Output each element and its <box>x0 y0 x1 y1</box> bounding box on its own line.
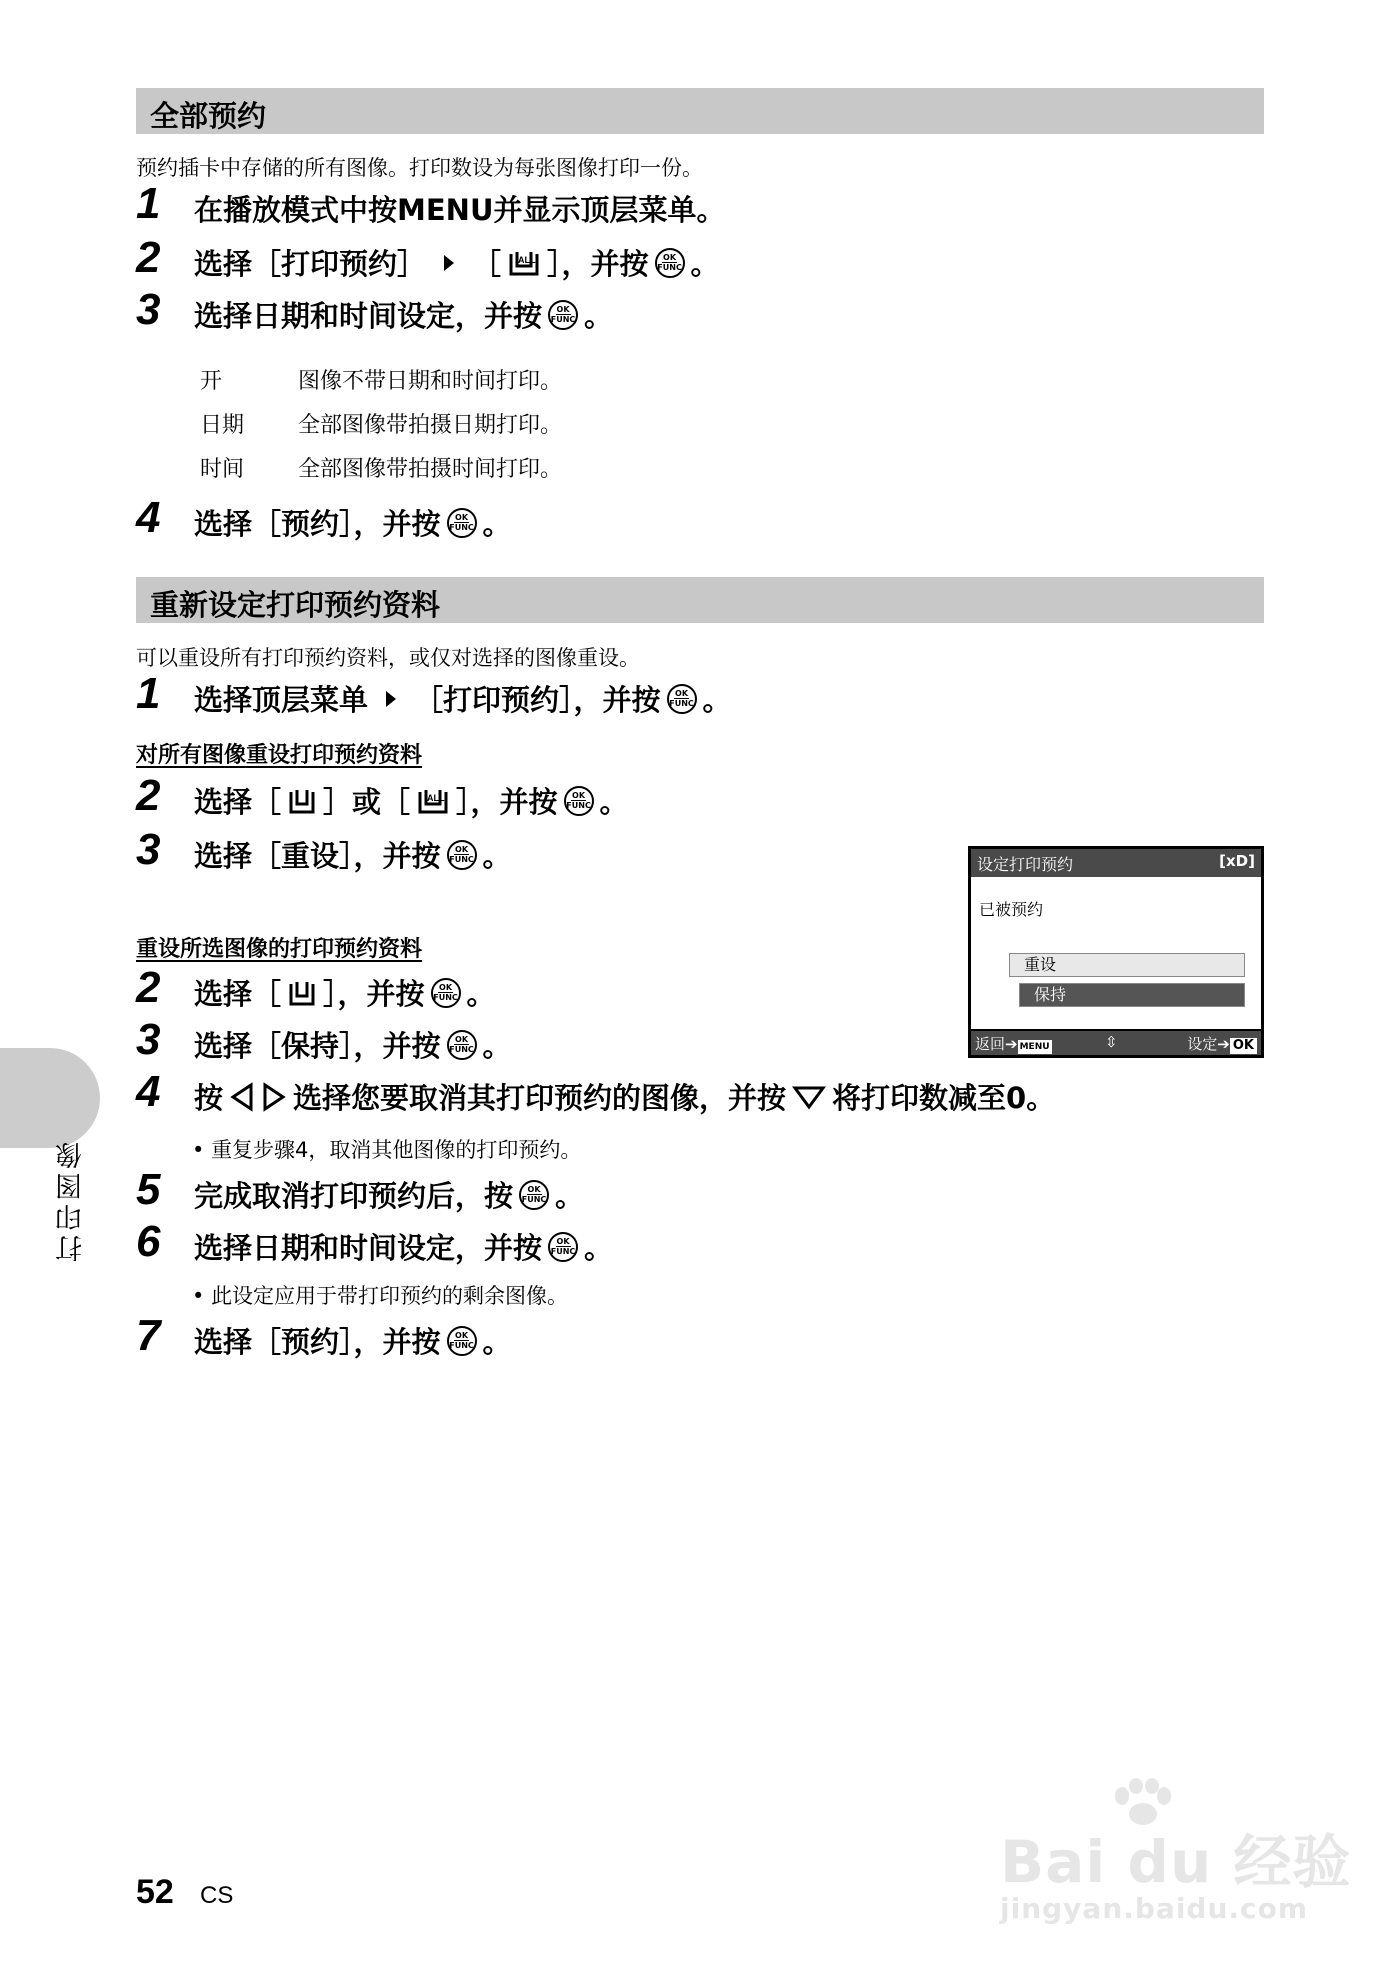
step-text: ［打印预约］，并按 <box>414 683 661 717</box>
section-header-all-reserve <box>136 88 1264 134</box>
step-number: 7 <box>136 1311 161 1360</box>
step-text: ［ <box>472 247 502 281</box>
step-number: 3 <box>136 1015 161 1064</box>
svg-text:ALL: ALL <box>427 792 445 803</box>
step-text: ］，并按 <box>456 785 558 819</box>
ok-func-button-icon: OK FUNC <box>655 248 685 278</box>
step-text: 将打印数减至0。 <box>832 1081 1056 1115</box>
option-value: 全部图像带拍摄日期打印。 <box>298 413 563 438</box>
right-arrow-icon <box>261 1082 287 1112</box>
back-label: 返回 <box>975 1035 1006 1053</box>
screen-title: 设定打印预约 <box>977 855 1074 874</box>
menu-key-icon: MENU <box>1019 1042 1050 1052</box>
step-number: 3 <box>136 825 161 874</box>
section-title: 重新设定打印预约资料 <box>150 588 441 622</box>
right-arrow-icon <box>384 689 398 709</box>
section-intro: 可以重设所有打印预约资料，或仅对选择的图像重设。 <box>136 646 640 670</box>
step-text: 选择日期和时间设定，并按 <box>194 1231 543 1265</box>
ok-func-button-icon: OK FUNC <box>447 1326 477 1356</box>
step-number: 2 <box>136 963 161 1012</box>
ok-func-button-icon: OK FUNC <box>548 1232 578 1262</box>
reset-option: 重设 <box>1009 953 1245 977</box>
step-text: ］或［ <box>323 785 411 819</box>
screen-header <box>971 849 1261 877</box>
subheading-selected-images: 重设所选图像的打印预约资料 <box>136 937 423 962</box>
option-value: 全部图像带拍摄时间打印。 <box>298 457 563 482</box>
watermark-logo: Bai du 经验 <box>1000 1828 1352 1896</box>
step-number: 3 <box>136 285 161 334</box>
step-number: 6 <box>136 1217 161 1266</box>
step-text: 选择［ <box>194 977 282 1011</box>
watermark-url: jingyan.baidu.com <box>1000 1892 1309 1925</box>
step-number: 5 <box>136 1165 161 1214</box>
ok-func-button-icon: OK FUNC <box>548 300 578 330</box>
xd-card-badge: [xD] <box>1219 852 1255 870</box>
ok-func-button-icon: OK FUNC <box>447 508 477 538</box>
section-intro: 预约插卡中存储的所有图像。打印数设为每张图像打印一份。 <box>136 156 703 180</box>
keep-option-selected: 保持 <box>1019 983 1245 1007</box>
option-key: 日期 <box>200 413 245 438</box>
svg-text:ALL: ALL <box>518 254 536 265</box>
print-single-icon <box>287 786 317 816</box>
step-number: 2 <box>136 771 161 820</box>
bullet-note: • 此设定应用于带打印预约的剩余图像。 <box>192 1284 569 1308</box>
ok-func-button-icon: OK FUNC <box>564 786 594 816</box>
bullet-note: • 重复步骤4，取消其他图像的打印预约。 <box>192 1138 582 1162</box>
chapter-label: 打印图像 <box>56 1138 87 1262</box>
ok-func-button-icon: OK FUNC <box>519 1180 549 1210</box>
down-arrow-icon <box>792 1084 826 1110</box>
page-number: 52 <box>136 1873 174 1911</box>
print-single-icon <box>287 978 317 1008</box>
section-header-reset-reserve <box>136 577 1264 623</box>
step-text: 选择［ <box>194 785 282 819</box>
screen-footer: 返回➔ MENU ⇳ 设定➔ OK <box>971 1029 1261 1055</box>
chapter-tab <box>0 1048 100 1148</box>
step-number: 4 <box>136 493 161 542</box>
set-label: 设定 <box>1187 1035 1218 1053</box>
step-number: 1 <box>136 179 161 228</box>
ok-key-icon: OK <box>1230 1038 1257 1054</box>
step-number: 1 <box>136 669 161 718</box>
screen-status: 已被预约 <box>979 900 1044 919</box>
step-text: ］，并按 <box>547 247 649 281</box>
step-number: 4 <box>136 1067 161 1116</box>
ok-func-button-icon: OK FUNC <box>447 840 477 870</box>
step-text: 选择［预约］，并按 <box>194 1325 441 1359</box>
step-text: 完成取消打印预约后，按 <box>194 1179 514 1213</box>
step-text: 在播放模式中按MENU并显示顶层菜单。 <box>194 193 726 227</box>
section-title: 全部预约 <box>150 99 267 133</box>
step-text: ］，并按 <box>323 977 425 1011</box>
step-text: 选择［重设］，并按 <box>194 839 441 873</box>
step-number: 2 <box>136 233 161 282</box>
camera-screen-illustration <box>968 846 1264 1058</box>
step-text: 选择日期和时间设定，并按 <box>194 299 543 333</box>
up-down-icon: ⇳ <box>1105 1033 1118 1051</box>
subheading-all-images: 对所有图像重设打印预约资料 <box>136 743 423 768</box>
step-text: 选择您要取消其打印预约的图像，并按 <box>293 1081 787 1115</box>
right-arrow-icon <box>442 253 456 273</box>
ok-func-button-icon: OK FUNC <box>431 978 461 1008</box>
option-value: 图像不带日期和时间打印。 <box>298 369 563 394</box>
language-code: CS <box>200 1882 234 1909</box>
step-text: 选择［预约］，并按 <box>194 507 441 541</box>
print-all-icon <box>416 786 450 816</box>
print-all-icon <box>507 248 541 278</box>
step-text: 选择顶层菜单 <box>194 683 369 717</box>
step-text: 按 <box>194 1081 224 1115</box>
step-text: 选择［保持］，并按 <box>194 1029 441 1063</box>
option-key: 时间 <box>200 457 245 482</box>
ok-func-button-icon: OK FUNC <box>667 684 697 714</box>
left-arrow-icon <box>229 1082 255 1112</box>
option-key: 开 <box>200 369 223 394</box>
step-text: 选择［打印预约］ <box>194 247 427 281</box>
ok-func-button-icon: OK FUNC <box>447 1030 477 1060</box>
